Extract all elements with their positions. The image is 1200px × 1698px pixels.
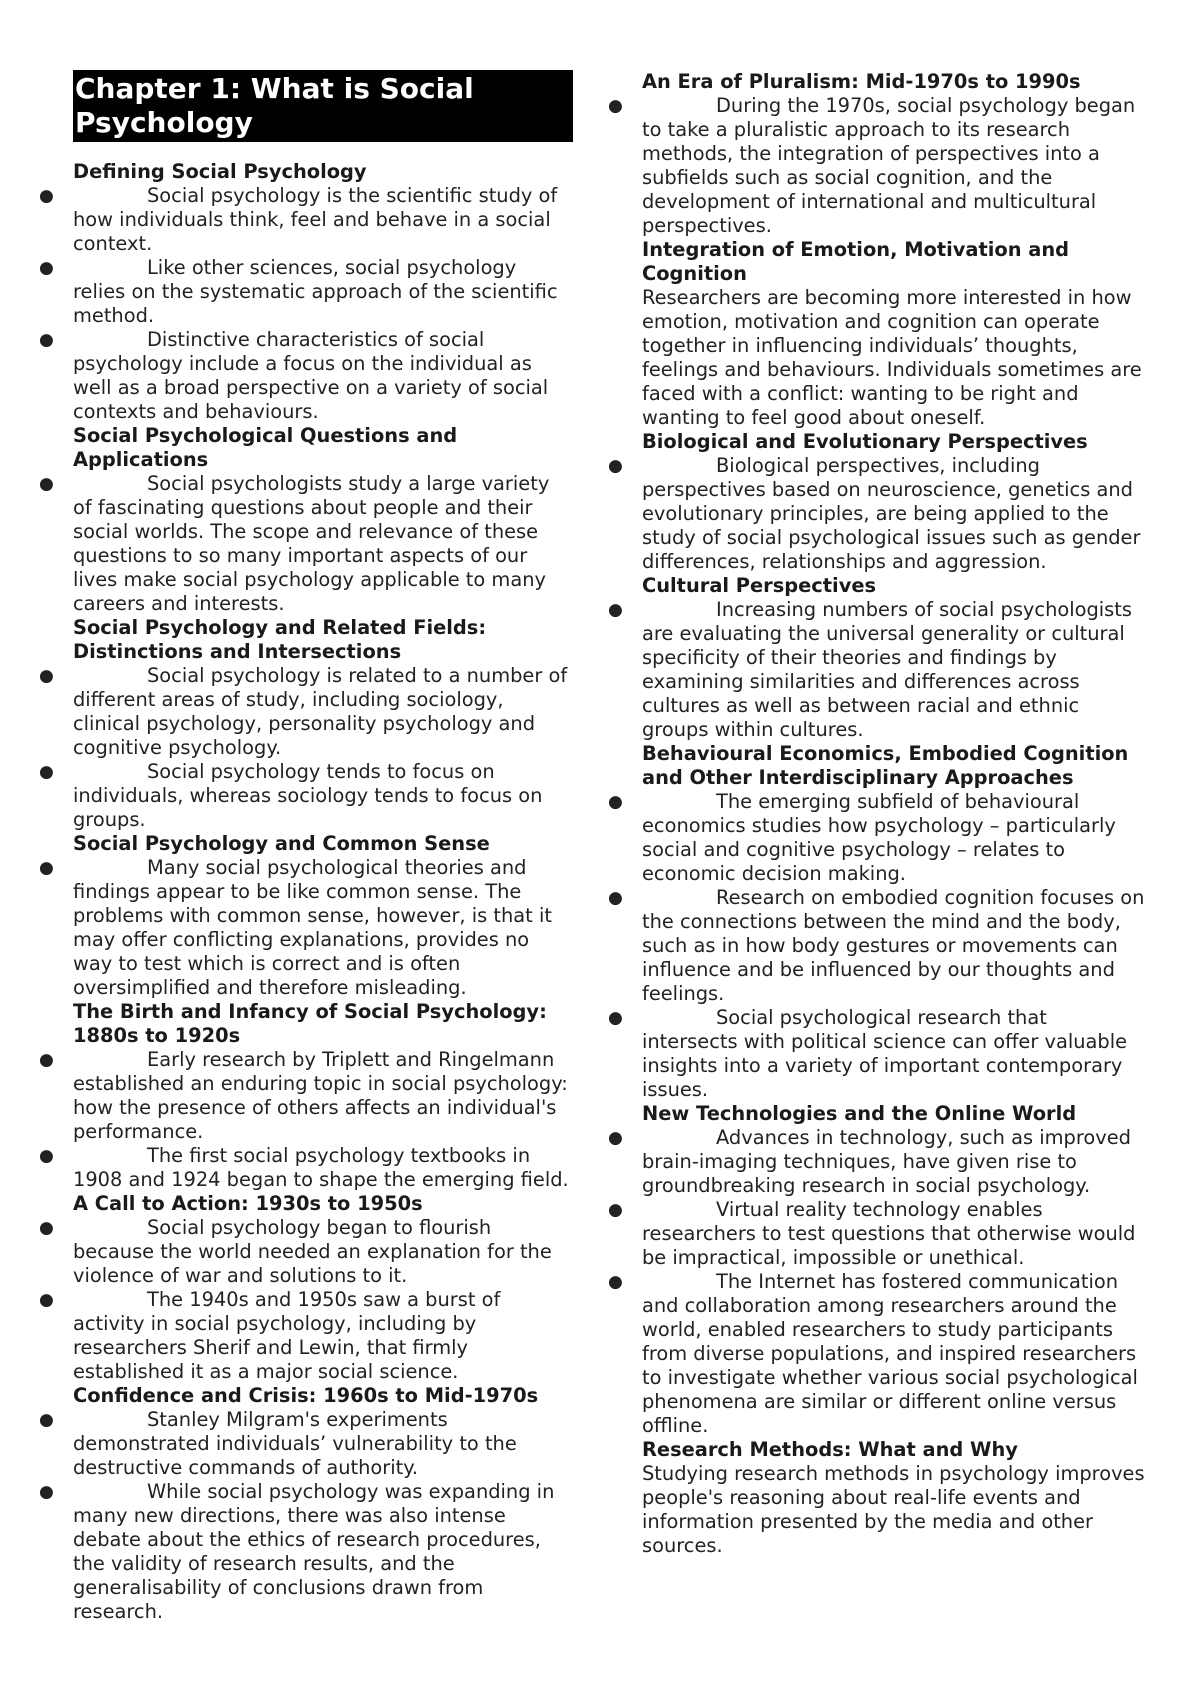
section-heading: Social Psychology and Related Fields: Distinctions and Intersections <box>73 616 487 663</box>
section-heading: Defining Social Psychology <box>73 160 367 183</box>
bullet-item <box>608 598 1147 742</box>
right-column <box>608 70 1147 1558</box>
bullet-icon: ● <box>39 1146 54 1166</box>
bullet-item <box>39 1408 573 1480</box>
section <box>642 238 1147 430</box>
bullet-text: Social psychologists study a large variety of fascinating questions about people and their social worlds. The scope and relevance of these questions to so many important aspects of our lives make social psychology applicable to many careers and interests. <box>73 472 550 615</box>
bullet-icon: ● <box>39 186 54 206</box>
bullet-icon: ● <box>39 858 54 878</box>
bullet-item <box>39 1216 573 1288</box>
section-heading: Social Psychology and Common Sense <box>73 832 490 855</box>
bullet-text: Virtual reality technology enables researchers to test questions that otherwise would be impractical, impossible or unethical. <box>642 1198 1136 1269</box>
bullet-text: Social psychology is the scientific study of how individuals think, feel and behave in a social context. <box>73 184 558 255</box>
bullet-item <box>39 1480 573 1624</box>
bullet-item <box>39 1144 573 1192</box>
section-heading: Confidence and Crisis: 1960s to Mid-1970s <box>73 1384 539 1407</box>
section-heading: Integration of Emotion, Motivation and Cognition <box>642 238 1070 285</box>
section <box>39 424 573 616</box>
section <box>608 574 1147 742</box>
bullet-item <box>608 1198 1147 1270</box>
section <box>39 1384 573 1624</box>
section-heading: The Birth and Infancy of Social Psychology: 1880s to 1920s <box>73 1000 547 1047</box>
bullet-list <box>39 664 573 832</box>
section-paragraph: Studying research methods in psychology improves people's reasoning about real-life events and information presented by the media and other sources. <box>642 1462 1145 1557</box>
bullet-item <box>39 256 573 328</box>
bullet-icon: ● <box>39 1410 54 1430</box>
section <box>39 616 573 832</box>
bullet-text: Social psychological research that intersects with political science can offer valuable insights into a variety of important contemporary issues. <box>642 1006 1128 1101</box>
bullet-list <box>39 1408 573 1624</box>
left-sections <box>39 160 573 1624</box>
section-heading: Social Psychological Questions and Applications <box>73 424 458 471</box>
bullet-text: Stanley Milgram's experiments demonstrated individuals’ vulnerability to the destructive commands of authority. <box>73 1408 517 1479</box>
section-heading: An Era of Pluralism: Mid-1970s to 1990s <box>642 70 1081 93</box>
section <box>608 70 1147 238</box>
bullet-item <box>39 760 573 832</box>
bullet-icon: ● <box>39 1290 54 1310</box>
bullet-text: Social psychology is related to a number of different areas of study, including sociology, clinical psychology, personality psychology and cognitive psychology. <box>73 664 568 759</box>
bullet-icon: ● <box>39 666 54 686</box>
section-heading: New Technologies and the Online World <box>642 1102 1077 1125</box>
bullet-text: Increasing numbers of social psychologists are evaluating the universal generality or cultural specificity of their theories and findings by examining similarities and differences across cultures as well as between racial and ethnic groups within cultures. <box>642 598 1132 741</box>
bullet-icon: ● <box>608 1200 623 1220</box>
section <box>39 832 573 1000</box>
bullet-text: Research on embodied cognition focuses on the connections between the mind and the body, such as in how body gestures or movements can influence and be influenced by our thoughts and feelings. <box>642 886 1145 1005</box>
bullet-icon: ● <box>39 1482 54 1502</box>
bullet-item <box>39 1048 573 1144</box>
section <box>39 1192 573 1384</box>
bullet-icon: ● <box>39 1050 54 1070</box>
bullet-text: Like other sciences, social psychology relies on the systematic approach of the scientific method. <box>73 256 558 327</box>
bullet-text: Advances in technology, such as improved brain-imaging techniques, have given rise to groundbreaking research in social psychology. <box>642 1126 1131 1197</box>
bullet-list <box>39 472 573 616</box>
bullet-icon: ● <box>608 888 623 908</box>
bullet-icon: ● <box>608 1128 623 1148</box>
bullet-list <box>39 1048 573 1192</box>
bullet-icon: ● <box>608 96 623 116</box>
bullet-item <box>39 184 573 256</box>
bullet-item <box>39 1288 573 1384</box>
bullet-icon: ● <box>608 792 623 812</box>
bullet-icon: ● <box>39 330 54 350</box>
section <box>608 430 1147 574</box>
bullet-list <box>608 790 1147 1102</box>
section <box>608 1102 1147 1438</box>
bullet-item <box>608 94 1147 238</box>
bullet-text: Many social psychological theories and findings appear to be like common sense. The problems with common sense, however, is that it may offer conflicting explanations, provides no way to test which is correct and is often oversimplified and therefore misleading. <box>73 856 552 999</box>
bullet-list <box>608 94 1147 238</box>
bullet-item <box>608 1126 1147 1198</box>
bullet-icon: ● <box>39 1218 54 1238</box>
bullet-item <box>39 472 573 616</box>
bullet-list <box>39 856 573 1000</box>
bullet-item <box>608 454 1147 574</box>
chapter-title: Chapter 1: What is Social Psychology <box>73 70 573 142</box>
section <box>39 160 573 424</box>
bullet-list <box>608 598 1147 742</box>
bullet-text: Biological perspectives, including perspectives based on neuroscience, genetics and evolutionary principles, are being applied to the study of social psychological issues such as gender differences, relationships and aggression. <box>642 454 1141 573</box>
bullet-text: The 1940s and 1950s saw a burst of activity in social psychology, including by researchers Sherif and Lewin, that firmly established it as a major social science. <box>73 1288 501 1383</box>
section-heading: A Call to Action: 1930s to 1950s <box>73 1192 423 1215</box>
bullet-text: Social psychology tends to focus on individuals, whereas sociology tends to focus on groups. <box>73 760 543 831</box>
bullet-text: The first social psychology textbooks in 1908 and 1924 began to shape the emerging field. <box>73 1144 569 1191</box>
bullet-icon: ● <box>39 258 54 278</box>
bullet-item <box>39 856 573 1000</box>
right-sections <box>608 70 1147 1558</box>
section-paragraph: Researchers are becoming more interested in how emotion, motivation and cognition can operate together in influencing individuals’ thoughts, feelings and behaviours. Individuals sometimes are faced with a conflict: wanting to be right and wanting to feel good about oneself. <box>642 286 1142 429</box>
bullet-icon: ● <box>39 474 54 494</box>
bullet-text: Distinctive characteristics of social psychology include a focus on the individual as well as a broad perspective on a variety of social contexts and behaviours. <box>73 328 549 423</box>
bullet-icon: ● <box>608 600 623 620</box>
bullet-item <box>608 1270 1147 1438</box>
section <box>39 1000 573 1192</box>
bullet-text: While social psychology was expanding in many new directions, there was also intense debate about the ethics of research procedures, the validity of research results, and the generalisability of conclusions drawn from research. <box>73 1480 555 1623</box>
left-column <box>39 70 573 1624</box>
bullet-list <box>608 454 1147 574</box>
bullet-icon: ● <box>39 762 54 782</box>
bullet-list <box>39 184 573 424</box>
section <box>642 1438 1147 1558</box>
bullet-list <box>39 1216 573 1384</box>
bullet-item <box>608 886 1147 1006</box>
section-heading: Cultural Perspectives <box>642 574 877 597</box>
bullet-text: Social psychology began to flourish because the world needed an explanation for the violence of war and solutions to it. <box>73 1216 552 1287</box>
bullet-item <box>39 328 573 424</box>
bullet-text: Early research by Triplett and Ringelmann established an enduring topic in social psychology: how the presence of others affects an individual's performance. <box>73 1048 568 1143</box>
bullet-item <box>608 790 1147 886</box>
section-heading: Behavioural Economics, Embodied Cognition and Other Interdisciplinary Approaches <box>642 742 1129 789</box>
section-heading: Research Methods: What and Why <box>642 1438 1018 1461</box>
bullet-icon: ● <box>608 1272 623 1292</box>
bullet-text: During the 1970s, social psychology began to take a pluralistic approach to its research methods, the integration of perspectives into a subfields such as social cognition, and the development of international and multicultural perspectives. <box>642 94 1136 237</box>
bullet-text: The Internet has fostered communication and collaboration among researchers around the world, enabled researchers to study participants from diverse populations, and inspired researchers to investigate whether various social psychological phenomena are similar or different online versus offline. <box>642 1270 1138 1437</box>
section <box>608 742 1147 1102</box>
bullet-icon: ● <box>608 1008 623 1028</box>
bullet-item <box>39 664 573 760</box>
bullet-text: The emerging subfield of behavioural economics studies how psychology – particularly social and cognitive psychology – relates to economic decision making. <box>642 790 1116 885</box>
bullet-item <box>608 1006 1147 1102</box>
section-heading: Biological and Evolutionary Perspectives <box>642 430 1088 453</box>
bullet-icon: ● <box>608 456 623 476</box>
bullet-list <box>608 1126 1147 1438</box>
